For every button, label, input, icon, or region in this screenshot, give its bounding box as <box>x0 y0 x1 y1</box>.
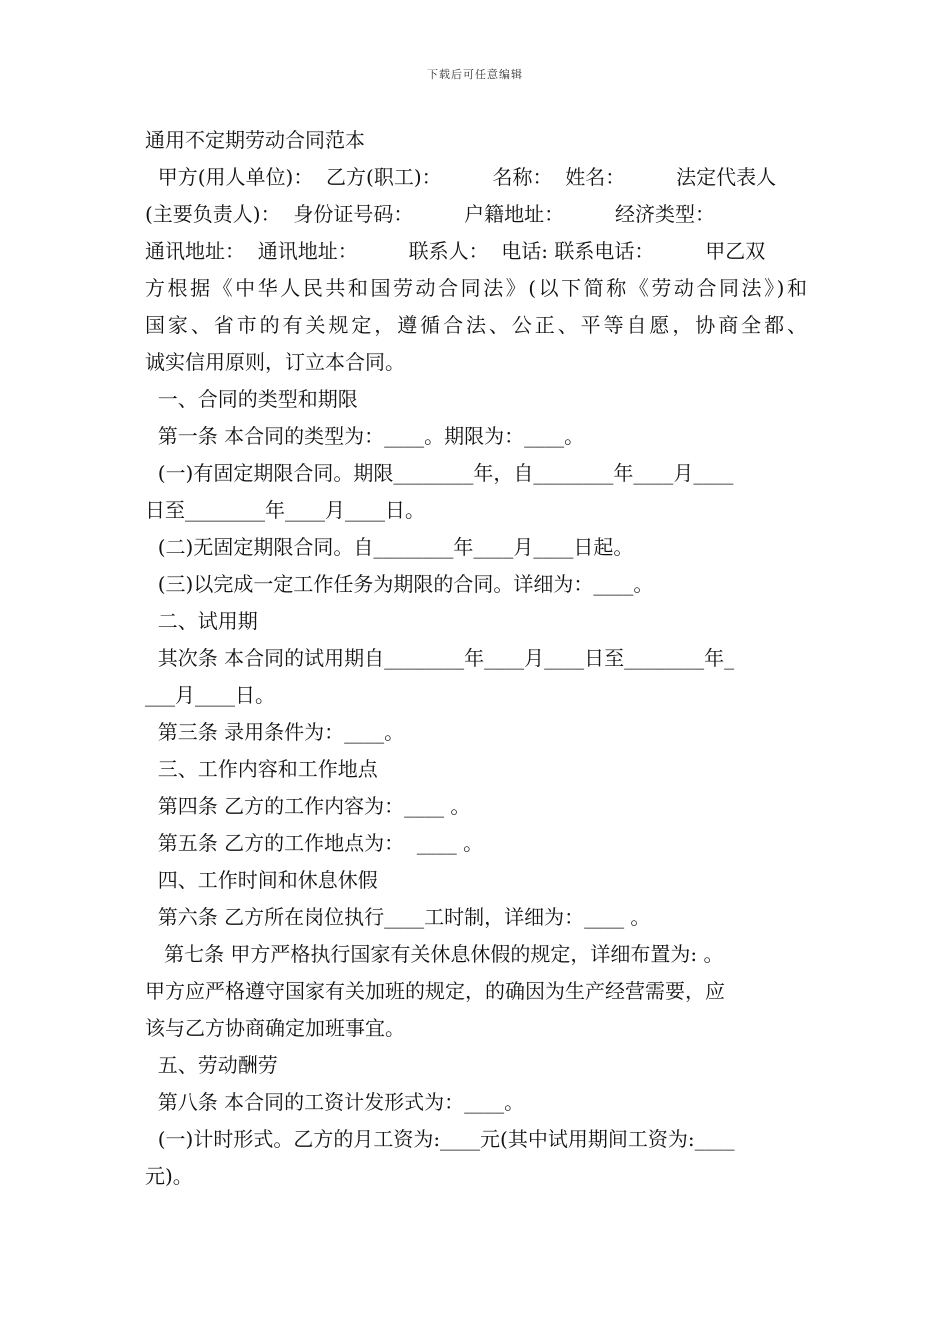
article-1-item-1: (一)有固定期限合同。期限________年，自________年____月____ <box>145 461 734 485</box>
section-heading-3: 三、工作内容和工作地点 <box>145 757 378 781</box>
article-1-item-2: (二)无固定期限合同。自________年____月____日起。 <box>145 535 634 559</box>
article-1-item-1-cont: 日至________年____月____日。 <box>145 498 425 522</box>
article-8-item-1-cont: 元)。 <box>145 1164 193 1188</box>
article-7-cont-1: 甲方应严格遵守国家有关加班的规定，的确因为生产经营需要，应 <box>145 979 725 1003</box>
preamble-line-1: 方根据《中华人民共和国劳动合同法》(以下简称《劳动合同法》)和 <box>145 276 807 300</box>
article-6: 第六条 乙方所在岗位执行____工时制，详细为：____ 。 <box>145 905 651 929</box>
page-header-note: 下载后可任意编辑 <box>427 68 523 81</box>
article-5: 第五条 乙方的工作地点为： ____ 。 <box>145 831 484 855</box>
article-7: 第七条 甲方严格执行国家有关休息休假的规定，详细布置为: 。 <box>145 942 724 966</box>
preamble-line-2: 国家、省市的有关规定，遵循合法、公正、平等自愿，协商全都、 <box>145 313 807 337</box>
party-info-line-2: (主要负责人)： 身份证号码： 户籍地址： 经济类型： <box>145 202 716 226</box>
preamble-line-3: 诚实信用原则，订立本合同。 <box>145 350 405 374</box>
document-title: 通用不定期劳动合同范本 <box>145 128 365 152</box>
article-2: 其次条 本合同的试用期自________年____月____日至________年_ <box>145 646 735 670</box>
article-7-cont-2: 该与乙方协商确定加班事宜。 <box>145 1016 405 1040</box>
article-1-item-3: (三)以完成一定工作任务为期限的合同。详细为：____。 <box>145 572 654 596</box>
section-heading-1: 一、合同的类型和期限 <box>145 387 358 411</box>
article-3: 第三条 录用条件为：____。 <box>145 720 405 744</box>
article-8: 第八条 本合同的工资计发形式为：____。 <box>145 1090 525 1114</box>
section-heading-5: 五、劳动酬劳 <box>145 1053 278 1077</box>
article-1: 第一条 本合同的类型为：____。期限为：____。 <box>145 424 585 448</box>
party-info-line-1: 甲方(用人单位)： 乙方(职工)： 名称： 姓名： 法定代表人 <box>145 165 777 189</box>
article-2-cont: ___月____日。 <box>145 683 275 707</box>
article-8-item-1: (一)计时形式。乙方的月工资为:____元(其中试用期间工资为:____ <box>145 1127 735 1151</box>
document-body <box>145 122 807 1195</box>
party-info-line-3: 通讯地址： 通讯地址： 联系人： 电话: 联系电话： 甲乙双 <box>145 239 766 263</box>
section-heading-2: 二、试用期 <box>145 609 258 633</box>
section-heading-4: 四、工作时间和休息休假 <box>145 868 378 892</box>
article-4: 第四条 乙方的工作内容为：____ 。 <box>145 794 471 818</box>
